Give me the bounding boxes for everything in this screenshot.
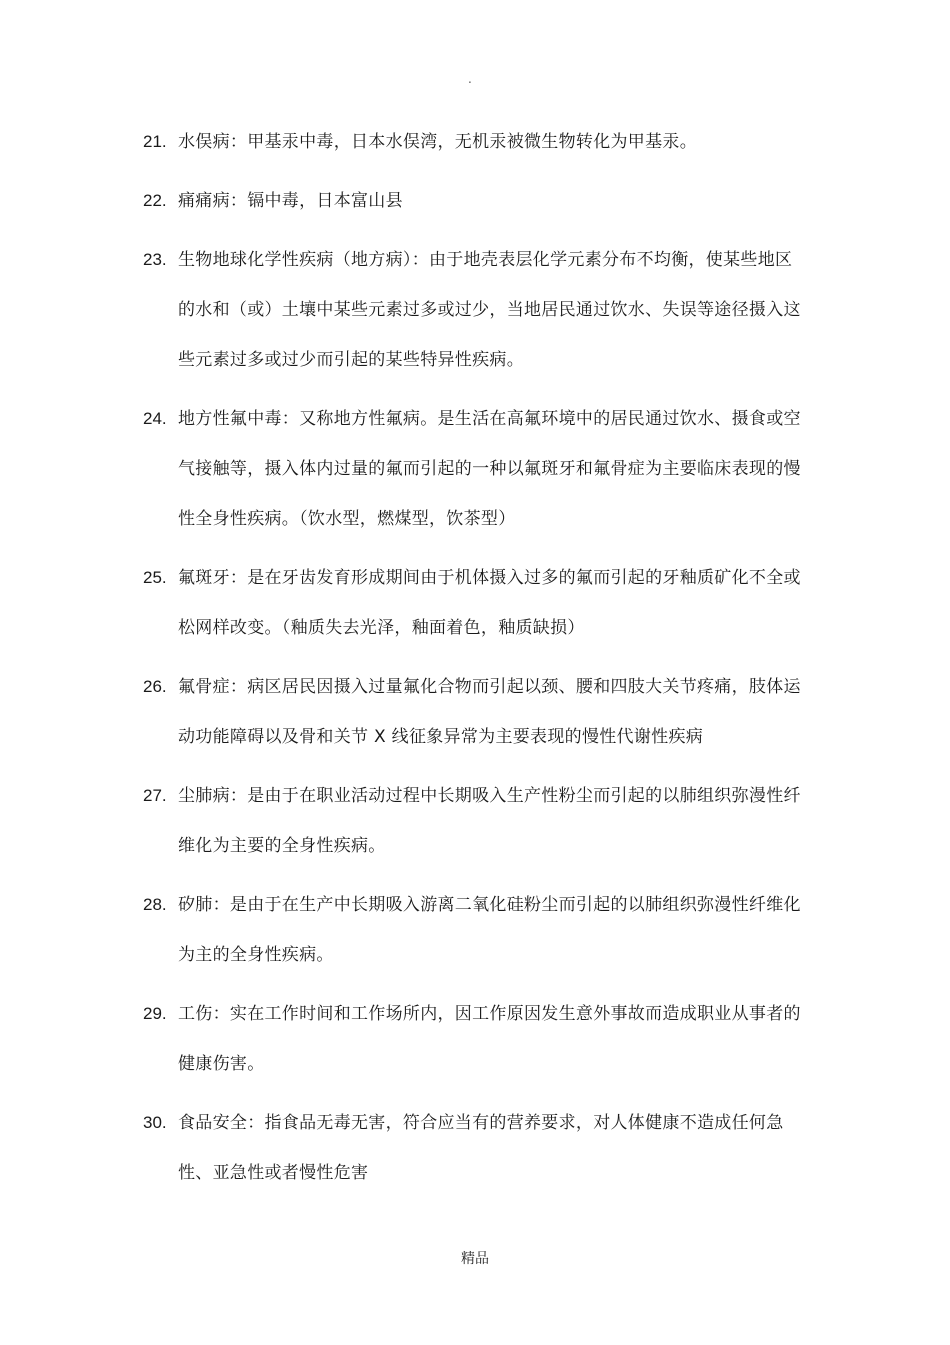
list-item (143, 671, 803, 762)
definition-list (143, 126, 803, 1216)
item-text: 生物地球化学性疾病（地方病）：由于地壳表层化学元素分布不均衡，使某些地区的水和（或）土壤中某些元素过多或过少，当地居民通过饮水、失误等途径摄入这些元素过多或过少而引起的某些特异性疾病。 (178, 250, 801, 370)
header-mark: . (468, 72, 472, 86)
item-number: 26. (143, 677, 167, 696)
list-item (143, 780, 803, 871)
list-item (143, 562, 803, 653)
list-item (143, 126, 803, 167)
list-item (143, 244, 803, 385)
item-text: 痛痛病：镉中毒，日本富山县 (178, 191, 403, 211)
item-text: 水俣病：甲基汞中毒，日本水俣湾，无机汞被微生物转化为甲基汞。 (178, 132, 697, 152)
item-number: 24. (143, 409, 167, 428)
item-text: 地方性氟中毒：又称地方性氟病。是生活在高氟环境中的居民通过饮水、摄食或空气接触等，摄入体内过量的氟而引起的一种以氟斑牙和氟骨症为主要临床表现的慢性全身性疾病。（饮水型，燃煤型，饮茶型） (178, 409, 801, 529)
item-text: 工伤：实在工作时间和工作场所内，因工作原因发生意外事故而造成职业从事者的健康伤害。 (178, 1004, 801, 1074)
item-number: 27. (143, 786, 167, 805)
item-text: 食品安全：指食品无毒无害，符合应当有的营养要求，对人体健康不造成任何急性、亚急性或者慢性危害 (178, 1113, 784, 1183)
item-text: 氟骨症：病区居民因摄入过量氟化合物而引起以颈、腰和四肢大关节疼痛，肢体运动功能障碍以及骨和关节 X 线征象异常为主要表现的慢性代谢性疾病 (178, 677, 801, 747)
item-number: 30. (143, 1113, 167, 1132)
item-text: 尘肺病：是由于在职业活动过程中长期吸入生产性粉尘而引起的以肺组织弥漫性纤维化为主要的全身性疾病。 (178, 786, 801, 856)
item-text: 氟斑牙：是在牙齿发育形成期间由于机体摄入过多的氟而引起的牙釉质矿化不全或松网样改变。（釉质失去光泽，釉面着色，釉质缺损） (178, 568, 801, 638)
item-number: 22. (143, 191, 167, 210)
page-footer: 精品 (461, 1251, 489, 1267)
list-item (143, 1107, 803, 1198)
item-number: 29. (143, 1004, 167, 1023)
list-item (143, 185, 803, 226)
list-item (143, 889, 803, 980)
item-number: 23. (143, 250, 167, 269)
item-number: 21. (143, 132, 167, 151)
item-number: 28. (143, 895, 167, 914)
list-item (143, 403, 803, 544)
list-item (143, 998, 803, 1089)
item-text: 矽肺：是由于在生产中长期吸入游离二氧化硅粉尘而引起的以肺组织弥漫性纤维化为主的全身性疾病。 (178, 895, 801, 965)
item-number: 25. (143, 568, 167, 587)
